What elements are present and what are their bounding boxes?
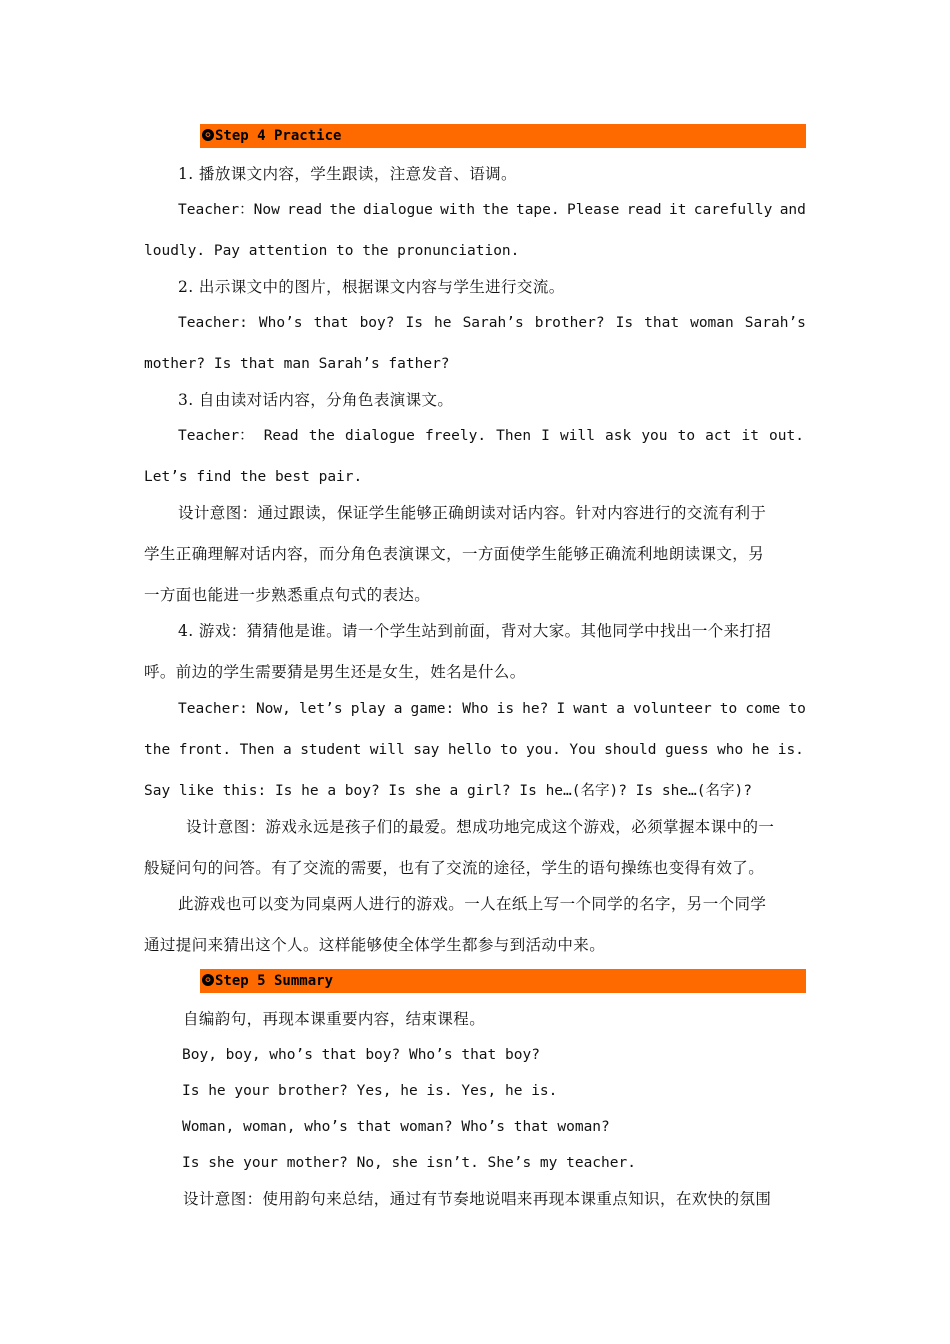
design-intent-1-line1: 设计意图：通过跟读，保证学生能够正确朗读对话内容。针对内容进行的交流有利于 [178, 504, 767, 522]
word: read [626, 202, 662, 218]
word: Is [615, 315, 634, 331]
star-circle-icon: ✪ [202, 974, 214, 986]
word: Please [566, 202, 620, 218]
step4-item2-teacher-line2: mother? Is that man Sarah’s father? [144, 356, 450, 372]
word: to [500, 742, 518, 758]
word: play [350, 701, 386, 717]
word: Then [239, 742, 275, 758]
chant-line-1: Boy, boy, who’s that boy? Who’s that boy? [182, 1047, 540, 1063]
word: and [779, 202, 806, 218]
word: Teacher: [178, 315, 248, 331]
word: he [751, 742, 770, 758]
word: is [496, 701, 515, 717]
word: guess [664, 742, 709, 758]
word: the [482, 202, 509, 218]
word: to [719, 701, 738, 717]
design-intent-1-line2: 学生正确理解对话内容，而分角色表演课文，一方面使学生能够正确流利地朗读课文，另 [144, 545, 765, 563]
word: with [440, 202, 476, 218]
word: read [287, 202, 323, 218]
step4-item2-teacher-line1 [178, 313, 806, 333]
word: should [604, 742, 657, 758]
word: the [308, 428, 335, 444]
word: student [300, 742, 362, 758]
word: You [569, 742, 596, 758]
word: he? [522, 701, 549, 717]
word: Sarah’s [744, 315, 806, 331]
word: the [329, 202, 356, 218]
word: a [616, 701, 626, 717]
word: volunteer [633, 701, 712, 717]
step4-heading [200, 124, 806, 148]
word: brother? [534, 315, 605, 331]
star-circle-icon: ✪ [202, 129, 214, 141]
word: Sarah’s [462, 315, 524, 331]
word: to [677, 428, 696, 444]
step4-item1: 1. 播放课文内容，学生跟读，注意发音、语调。 [178, 165, 517, 183]
step5-heading-text: Step 5 Summary [215, 973, 334, 989]
design-intent-3: 设计意图：使用韵句来总结，通过有节奏地说唱来再现本课重点知识，在欢快的氛围 [183, 1190, 772, 1208]
game-variant-note-line2: 通过提问来猜出这个人。这样能够使全体学生都参与到活动中来。 [144, 936, 606, 954]
step4-item3-teacher-line1 [178, 426, 804, 446]
word: dialogue [362, 202, 433, 218]
word: Now, [255, 701, 291, 717]
word: who [717, 742, 744, 758]
step4-item1-teacher-line2: loudly. Pay attention to the pronunciation. [144, 243, 520, 259]
word: hello [447, 742, 492, 758]
word: say [413, 742, 440, 758]
word: tape. [515, 202, 560, 218]
word: I [541, 428, 550, 444]
chant-line-3: Woman, woman, who’s that woman? Who’s that woman? [182, 1119, 610, 1135]
word: front. [178, 742, 232, 758]
design-intent-2-line2: 般疑问句的问答。有了交流的需要，也有了交流的途径，学生的语句操练也变得有效了。 [144, 859, 765, 877]
word: want [573, 701, 609, 717]
chant-line-4: Is she your mother? No, she isn’t. She’s my teacher. [182, 1155, 636, 1171]
word: boy? [359, 315, 395, 331]
word: Teacher： [178, 428, 254, 444]
word: Teacher: [178, 701, 248, 717]
word: out. [769, 428, 804, 444]
word: game: [410, 701, 455, 717]
word: Read [263, 428, 299, 444]
word: you [641, 428, 668, 444]
step5-intro: 自编韵句，再现本课重要内容，结束课程。 [183, 1010, 486, 1028]
word: he [434, 315, 452, 331]
game-variant-note-line1: 此游戏也可以变为同桌两人进行的游戏。一人在纸上写一个同学的名字，另一个同学 [178, 895, 767, 913]
word: a [282, 742, 292, 758]
chant-line-2: Is he your brother? Yes, he is. Yes, he is. [182, 1083, 558, 1099]
step4-item2: 2. 出示课文中的图片，根据课文内容与学生进行交流。 [178, 278, 565, 296]
word: will [560, 428, 595, 444]
step4-item4-teacher-line2 [144, 740, 804, 760]
word: it [668, 202, 687, 218]
word: that [313, 315, 349, 331]
step5-heading [200, 969, 806, 993]
word: Then [496, 428, 532, 444]
step4-item3-teacher-line2: Let’s find the best pair. [144, 469, 363, 485]
word: carefully [693, 202, 773, 218]
step4-item4-teacher-line1 [178, 699, 806, 719]
word: that [644, 315, 680, 331]
word: ask [605, 428, 632, 444]
step4-item4-line1: 4. 游戏：猜猜他是谁。请一个学生站到前面，背对大家。其他同学中找出一个来打招 [178, 622, 772, 640]
word: I [556, 701, 566, 717]
word: a [393, 701, 403, 717]
design-intent-1-line3: 一方面也能进一步熟悉重点句式的表达。 [144, 586, 431, 604]
word: come [745, 701, 781, 717]
word: the [144, 742, 171, 758]
word: act [705, 428, 732, 444]
word: it [741, 428, 759, 444]
step4-item4-line2: 呼。前边的学生需要猜是男生还是女生，姓名是什么。 [144, 663, 526, 681]
word: Who’s [258, 315, 303, 331]
word: Is [405, 315, 423, 331]
word: is. [777, 742, 804, 758]
step4-heading-text: Step 4 Practice [215, 128, 342, 144]
word: freely. [424, 428, 487, 444]
design-intent-2-line1: 设计意图：游戏永远是孩子们的最爱。想成功地完成这个游戏，必须掌握本课中的一 [186, 818, 775, 836]
word: will [369, 742, 405, 758]
step4-item4-teacher-line3: Say like this: Is he a boy? Is she a girl? Is he…(名字)? Is she…(名字)? [144, 783, 752, 799]
word: dialogue [345, 428, 415, 444]
word: Teacher：Now [178, 202, 280, 218]
step4-item1-teacher-line1 [178, 200, 806, 220]
step4-item3: 3. 自由读对话内容，分角色表演课文。 [178, 391, 454, 409]
word: to [788, 701, 806, 717]
word: you. [525, 742, 561, 758]
word: woman [690, 315, 734, 331]
word: let’s [298, 701, 343, 717]
word: Who [462, 701, 489, 717]
